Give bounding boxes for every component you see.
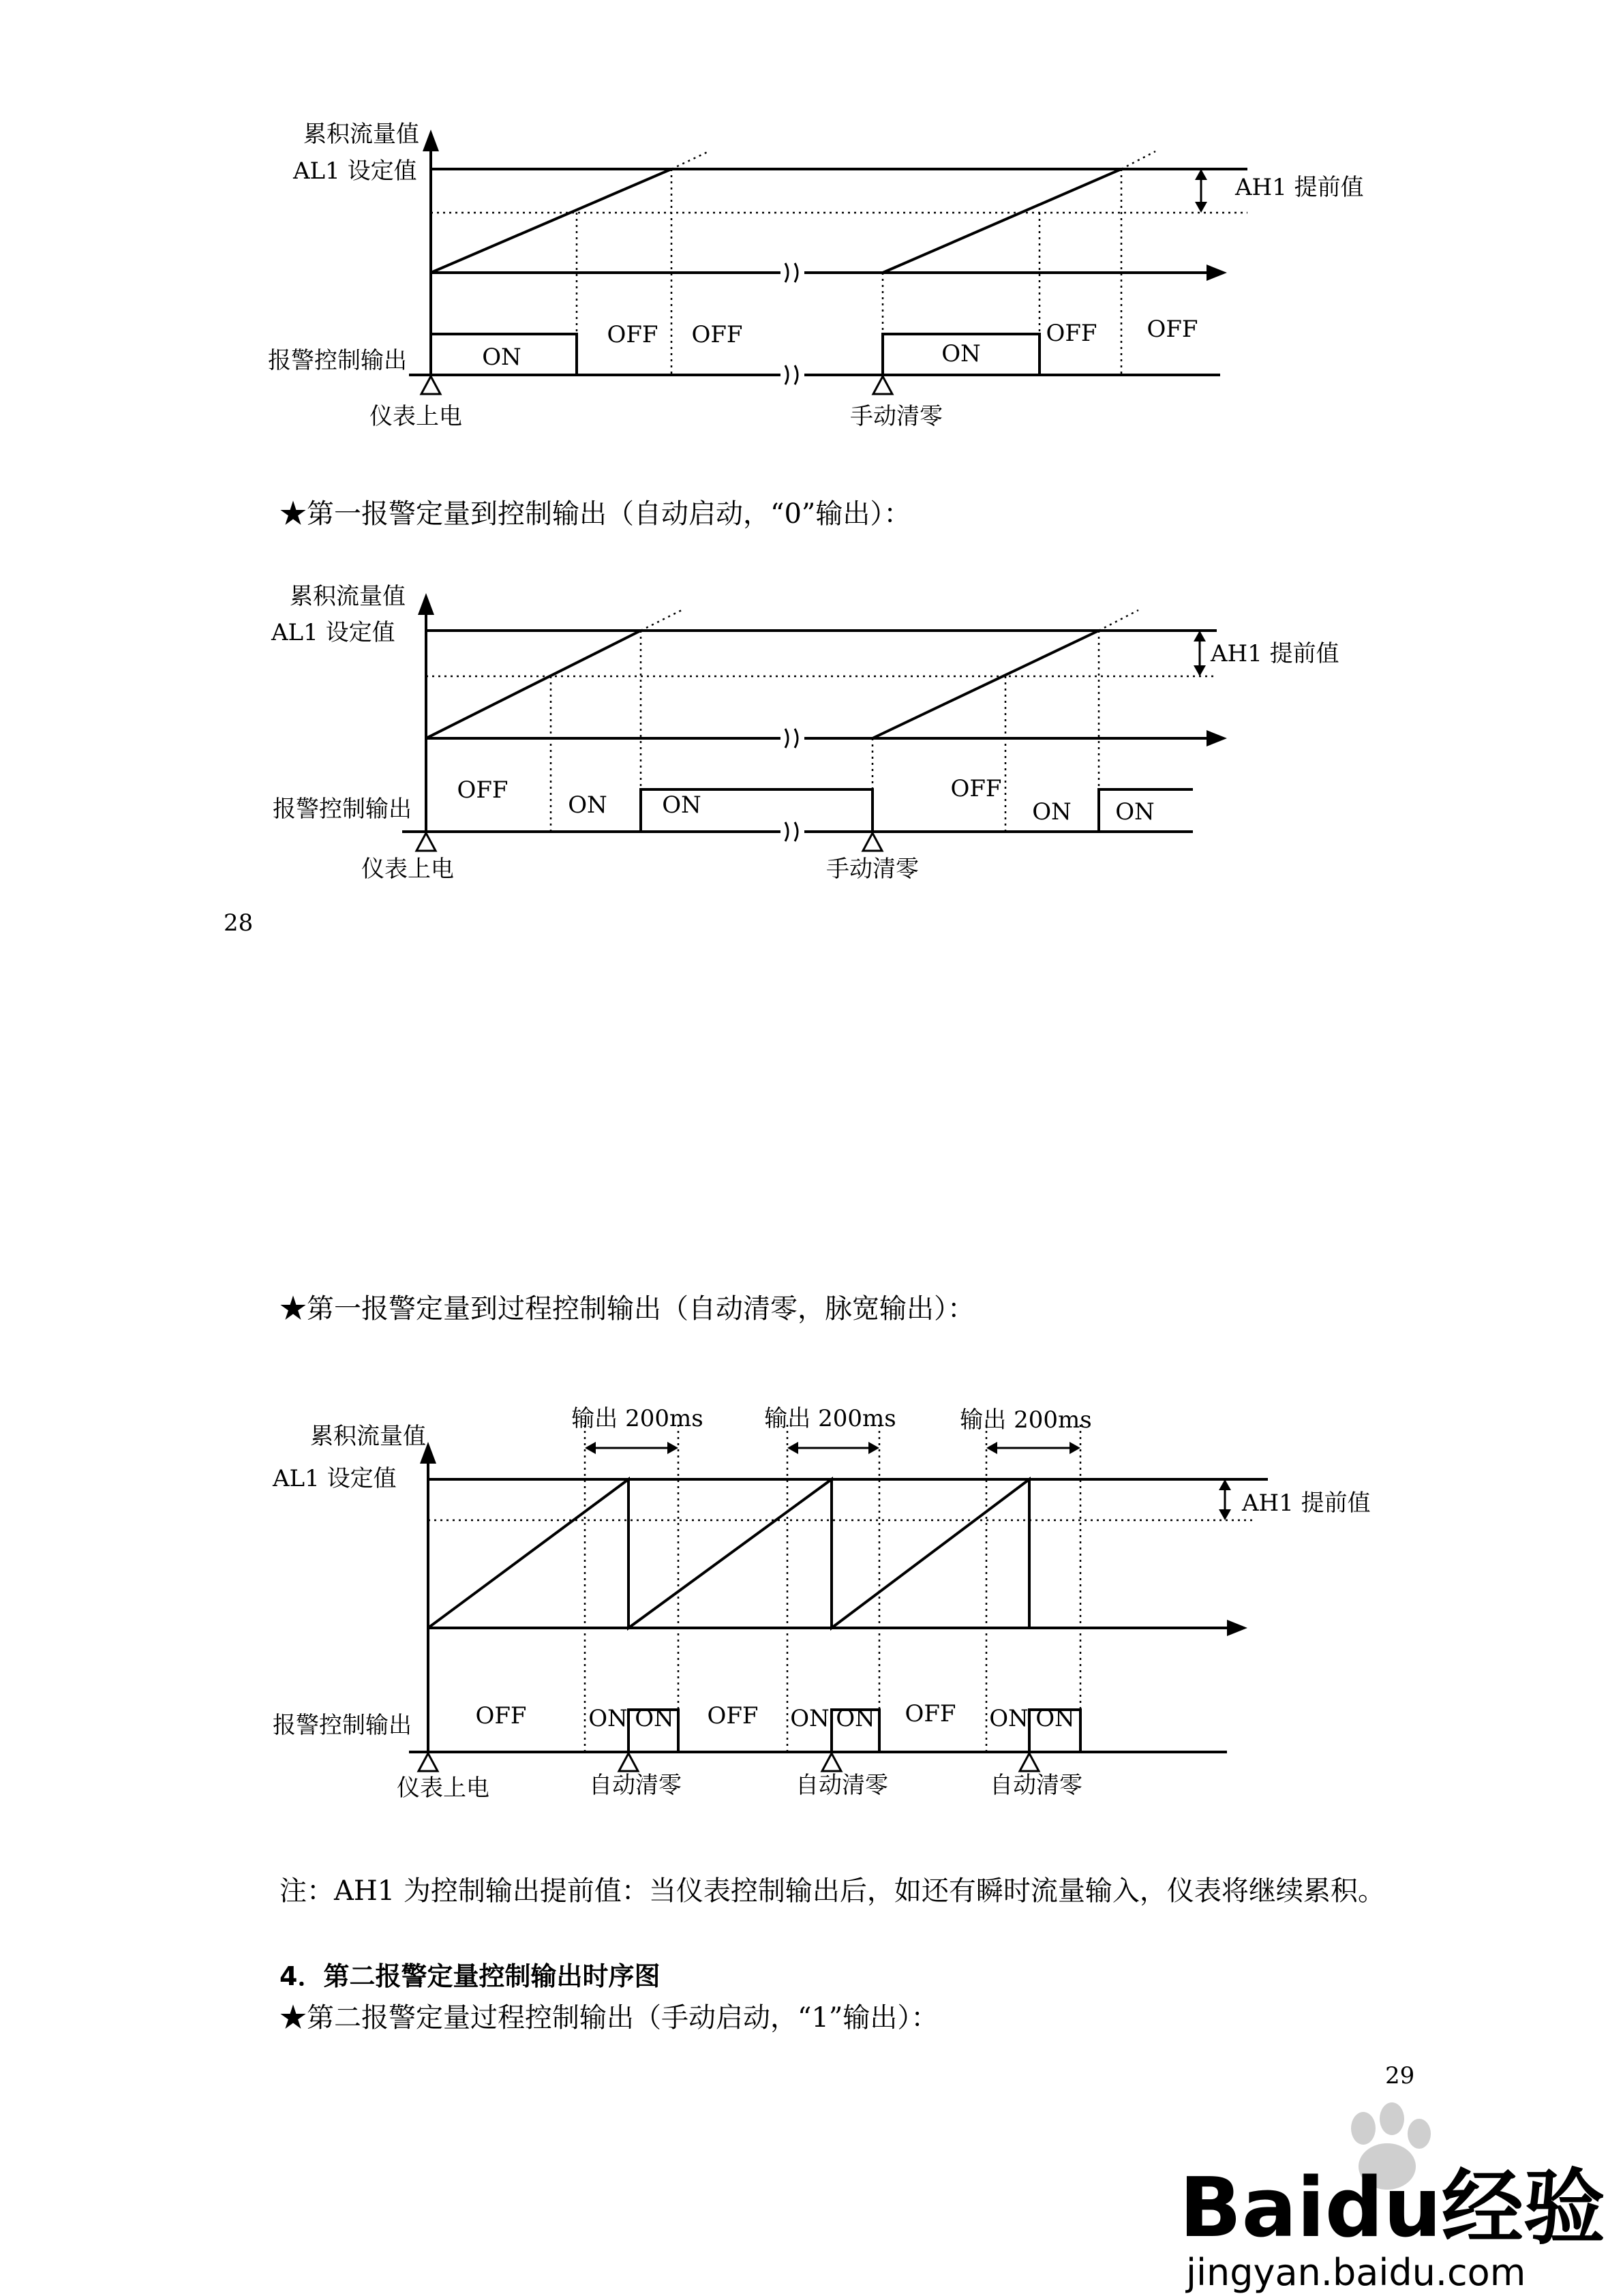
heading-4: ★第二报警定量过程控制输出（手动启动，“1”输出）：: [279, 2002, 939, 2034]
state-label: ON: [635, 1705, 674, 1732]
event-label: 仪表上电: [361, 856, 454, 883]
state-label: ON: [1035, 1705, 1075, 1732]
advance-label: AH1 提前值: [1242, 1490, 1371, 1517]
y-axis-label: 累积流量值: [303, 121, 419, 148]
state-label: ON: [662, 791, 701, 819]
state-label: ON: [836, 1705, 875, 1732]
state-label: OFF: [607, 321, 658, 348]
timing-diagram-3: [0, 1377, 1623, 1820]
event-label: 自动清零: [990, 1772, 1082, 1799]
watermark-brand: Baidu经验: [1179, 2161, 1605, 2256]
state-label: OFF: [691, 321, 743, 348]
state-label: ON: [941, 340, 981, 367]
event-label: 手动清零: [826, 856, 919, 883]
timing-diagram-2: [0, 559, 1623, 900]
output-label: 报警控制输出: [268, 347, 407, 374]
baidu-watermark-logo: [1152, 2106, 1605, 2294]
state-label: OFF: [707, 1702, 759, 1729]
note-text: 注：AH1 为控制输出提前值：当仪表控制输出后，如还有瞬时流量输入，仪表将继续累积。: [279, 1875, 1385, 1907]
section-heading: 4．第二报警定量控制输出时序图: [279, 1961, 661, 1991]
state-label: ON: [568, 791, 607, 819]
setpoint-label: AL1 设定值: [273, 1465, 397, 1492]
state-label: ON: [989, 1705, 1029, 1732]
event-label: 仪表上电: [369, 403, 462, 430]
output-label: 报警控制输出: [273, 796, 412, 823]
watermark-url: jingyan.baidu.com: [1186, 2251, 1526, 2294]
timing-diagram-1: [0, 102, 1623, 552]
state-label: OFF: [475, 1702, 527, 1729]
state-label: OFF: [1046, 320, 1097, 347]
y-axis-label: 累积流量值: [310, 1423, 426, 1450]
setpoint-label: AL1 设定值: [293, 157, 417, 185]
state-label: OFF: [950, 775, 1002, 802]
event-label: 仪表上电: [397, 1774, 489, 1802]
y-axis-label: 累积流量值: [290, 583, 406, 610]
state-label: ON: [482, 344, 521, 371]
advance-label: AH1 提前值: [1235, 174, 1364, 201]
event-label: 自动清零: [795, 1772, 888, 1799]
state-label: ON: [588, 1705, 628, 1732]
state-label: ON: [790, 1705, 830, 1732]
heading-3: ★第一报警定量到过程控制输出（自动清零，脉宽输出）：: [279, 1293, 975, 1325]
pulse-width-label: 输出 200ms: [764, 1405, 896, 1432]
pulse-width-label: 输出 200ms: [960, 1406, 1092, 1434]
event-label: 手动清零: [850, 403, 943, 430]
setpoint-label: AL1 设定值: [271, 619, 395, 646]
state-label: OFF: [905, 1700, 956, 1727]
state-label: OFF: [1147, 316, 1198, 343]
pulse-width-label: 输出 200ms: [571, 1405, 703, 1432]
state-label: ON: [1032, 798, 1072, 826]
page-number: 28: [224, 909, 254, 937]
state-label: ON: [1115, 798, 1155, 826]
advance-label: AH1 提前值: [1211, 640, 1339, 667]
state-label: OFF: [457, 776, 509, 804]
output-label: 报警控制输出: [273, 1712, 412, 1739]
event-label: 自动清零: [589, 1772, 682, 1799]
heading-2: ★第一报警定量到控制输出（自动启动，“0”输出）：: [279, 498, 911, 530]
page-number: 29: [1385, 2062, 1415, 2089]
